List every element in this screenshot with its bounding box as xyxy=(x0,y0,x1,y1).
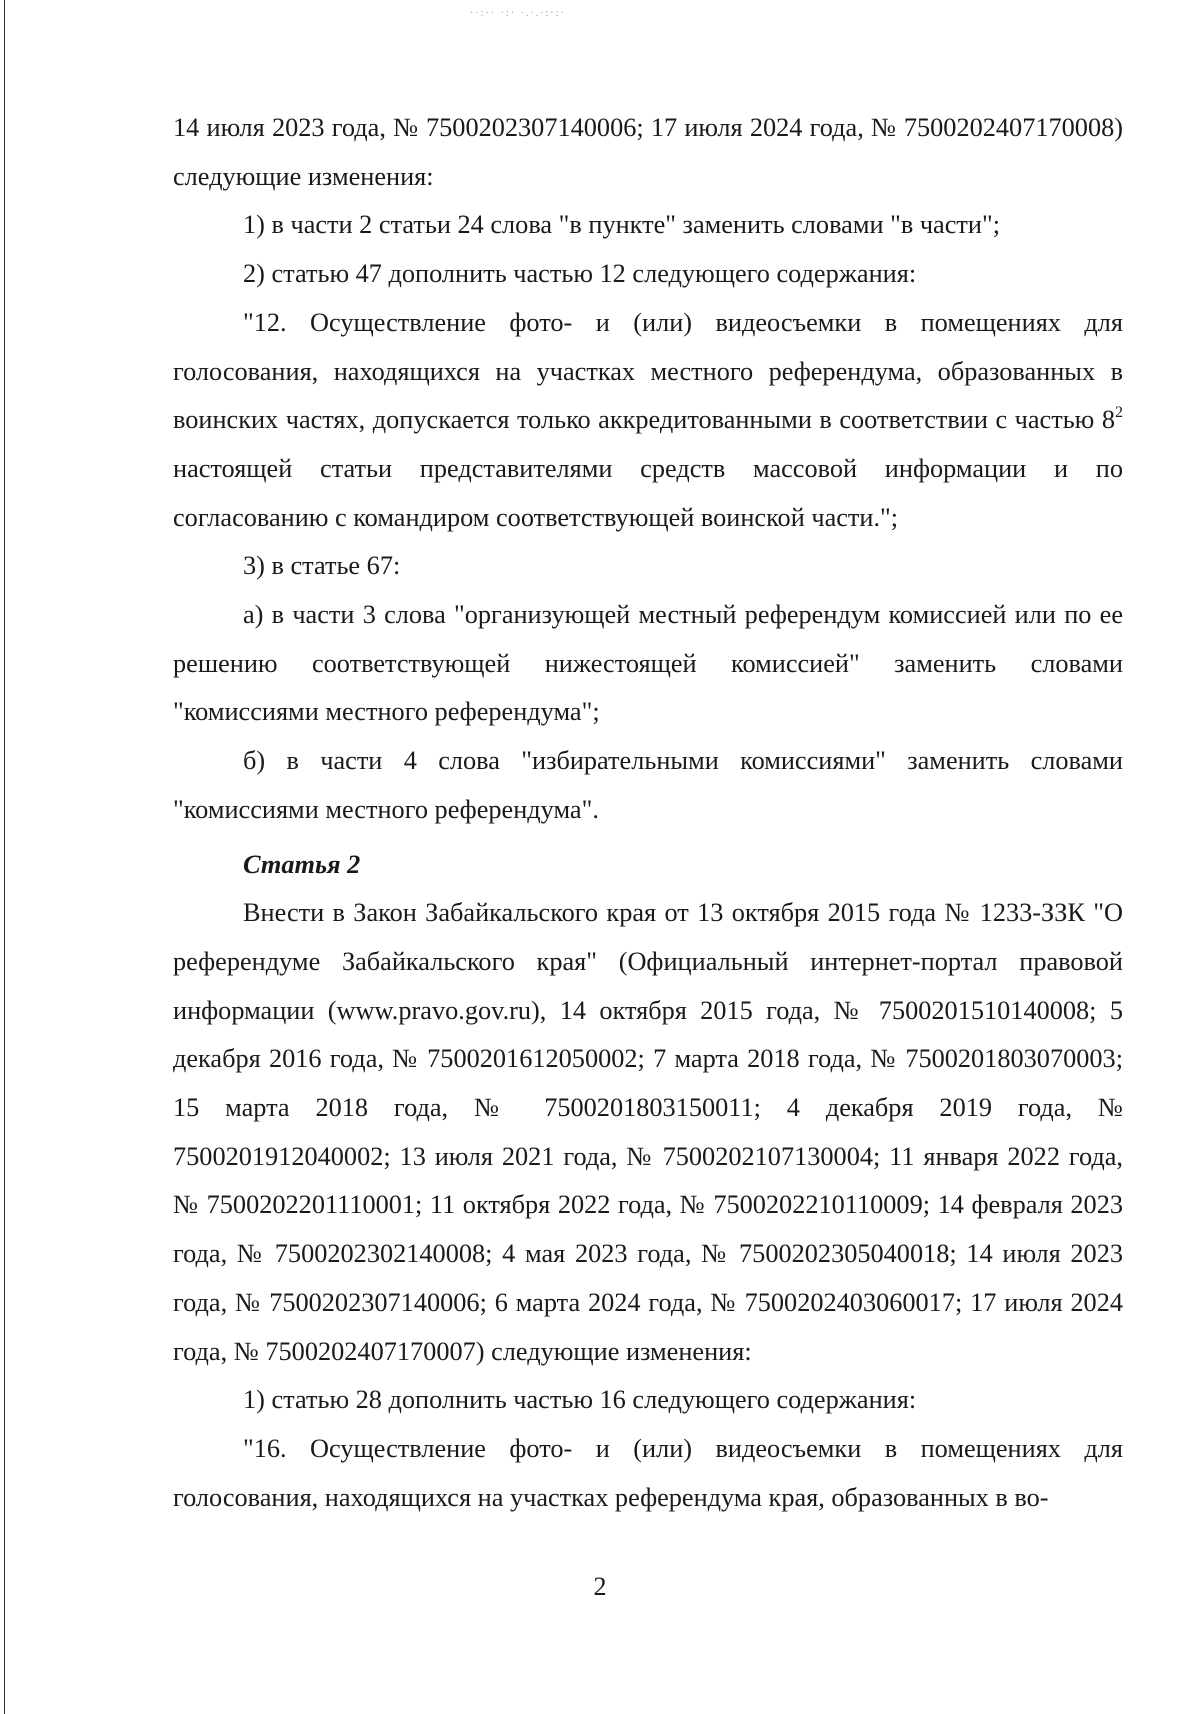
article-heading: Статья 2 xyxy=(243,849,361,879)
paragraph-article-2-item-1: 1) статью 28 дополнить частью 16 следующего содержания: xyxy=(243,1385,917,1415)
paragraph-item-2: 2) статью 47 дополнить частью 12 следующего содержания: xyxy=(243,259,917,289)
quote-12-text-end: настоящей статьи представителями средств массовой информации и по согласованию с командиром соответствующей воинской части."; xyxy=(173,453,1123,532)
paragraph-item-3: 3) в статье 67: xyxy=(243,551,401,581)
scan-left-edge xyxy=(4,0,5,1714)
paragraph-quote-12 xyxy=(173,299,1123,543)
paragraph-article-2-intro: Внести в Закон Забайкальского края от 13 октября 2015 года № 1233-ЗЗК "О референдуме Забайкальского края" (Официальный интернет-портал правовой информации (www.pravo.gov.ru), 14 октября 2015 года, № 7500201510140008; 5 декабря 2016 года, № 7500201612050002; 7 марта 2018 года, № 7500201803070003; 15 марта 2018 года, № 7500201803150011; 4 декабря 2019 года, № 7500201912040002; 13 июля 2021 года, № 7500202107130004; 11 января 2022 года, № 7500202201110001; 11 октября 2022 года, № 7500202210110009; 14 февраля 2023 года, № 7500202302140008; 4 мая 2023 года, № 7500202305040018; 14 июля 2023 года, № 7500202307140006; 6 марта 2024 года, № 7500202403060017; 17 июля 2024 года, № 7500202407170007) следующие изменения: xyxy=(173,898,1123,1366)
document-body xyxy=(173,104,1123,1522)
scan-noise: ··ː·· ·:· ·.·.·:·:· xyxy=(470,8,566,19)
page-number: 2 xyxy=(593,1572,607,1601)
paragraph-item-1: 1) в части 2 статьи 24 слова "в пункте" заменить словами "в части"; xyxy=(243,210,1001,240)
paragraph-item-3a: а) в части 3 слова "организующей местный референдум комиссией или по ее решению соответствующей нижестоящей комиссией" заменить словами "комиссиями местного референдума"; xyxy=(173,600,1123,727)
superscript: 2 xyxy=(1115,404,1123,422)
quote-12-text: "12. Осуществление фото- и (или) видеосъемки в помещениях для голосования, находящихся на участках местного референдума, образованных в воинских частях, допускается только аккредитованными в соответствии с частью 8 xyxy=(173,307,1123,435)
paragraph-quote-16: "16. Осуществление фото- и (или) видеосъемки в помещениях для голосования, находящихся на участках референдума края, образованных в во- xyxy=(173,1433,1123,1512)
paragraph-item-3b: б) в части 4 слова "избирательными комиссиями" заменить словами "комиссиями местного референдума". xyxy=(173,746,1123,824)
paragraph-continuation: 14 июля 2023 года, № 7500202307140006; 17 июля 2024 года, № 7500202407170008) следующие изменения: xyxy=(173,113,1123,191)
